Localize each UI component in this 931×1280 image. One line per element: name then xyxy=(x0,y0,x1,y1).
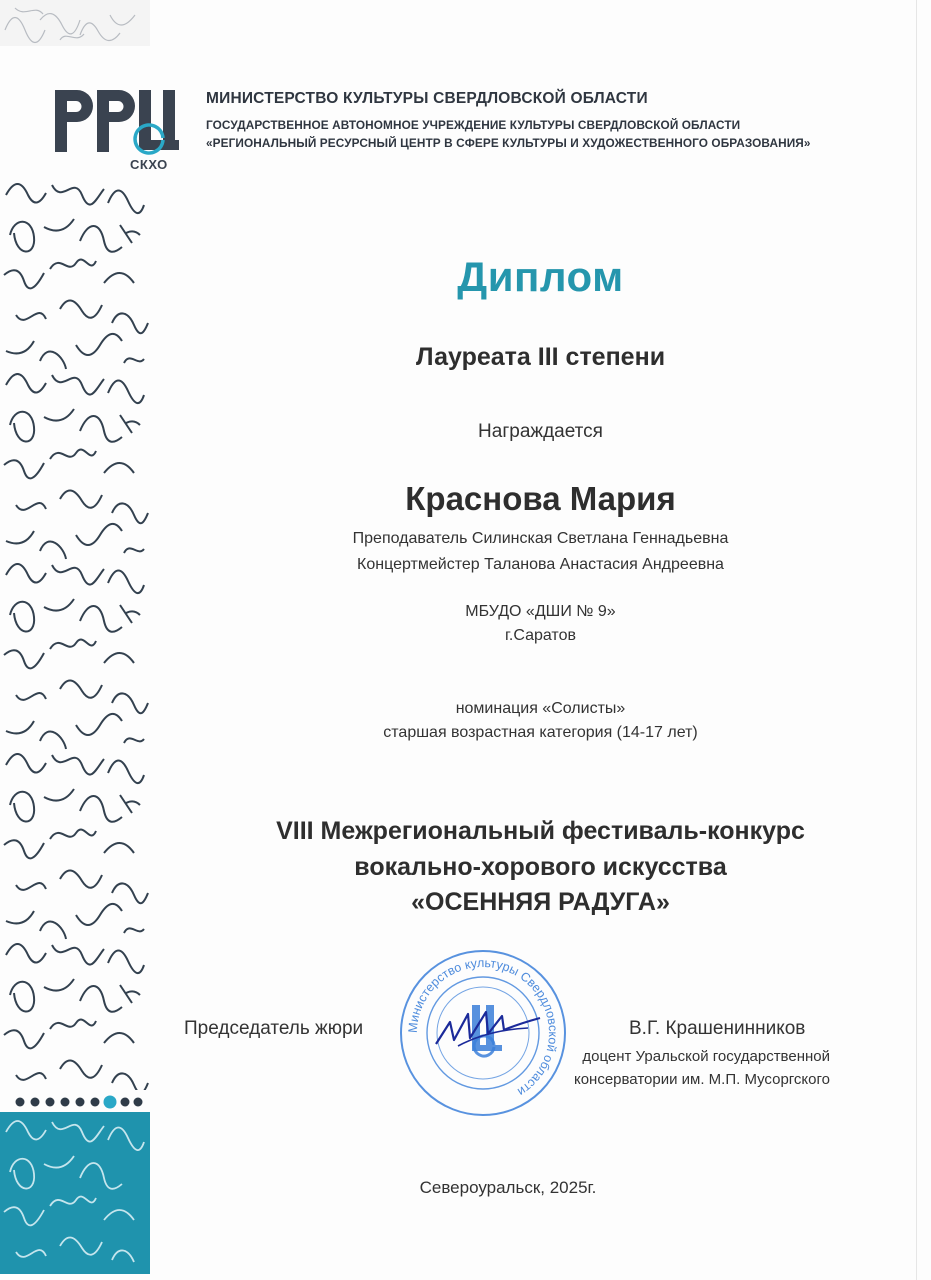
progress-dots xyxy=(14,1094,144,1110)
city-name: г.Саратов xyxy=(505,627,576,644)
place-and-date: Североуральск, 2025г. xyxy=(419,1178,597,1197)
age-category-line: старшая возрастная категория (14-17 лет) xyxy=(383,724,698,741)
jury-chair-title-2: консерватории им. М.П. Мусоргского xyxy=(573,1071,830,1088)
festival-name: «ОСЕННЯЯ РАДУГА» xyxy=(411,888,670,916)
laureate-degree: Лауреата III степени xyxy=(415,343,666,371)
jury-chair-label: Председатель жюри xyxy=(184,1018,364,1039)
jury-chair-title-1: доцент Уральской государственной xyxy=(582,1048,830,1065)
jury-chair-name: В.Г. Крашенинников xyxy=(629,1018,806,1039)
strip-top-pattern xyxy=(0,0,150,46)
script-pattern-gray xyxy=(0,175,150,1090)
script-pattern-teal xyxy=(0,1112,150,1274)
ministry-title: МИНИСТЕРСТВО КУЛЬТУРЫ СВЕРДЛОВСКОЙ ОБЛАСТИ xyxy=(206,90,648,107)
logo-subtitle: СКХО xyxy=(130,157,168,172)
nomination-line: номинация «Солисты» xyxy=(455,700,626,717)
accompanist-line: Концертмейстер Таланова Анастасия Андреевна xyxy=(357,556,724,573)
institution-line: ГОСУДАРСТВЕННОЕ АВТОНОМНОЕ УЧРЕЖДЕНИЕ КУЛЬТУРЫ СВЕРДЛОВСКОЙ ОБЛАСТИ xyxy=(206,118,741,132)
institution-name: «РЕГИОНАЛЬНЫЙ РЕСУРСНЫЙ ЦЕНТР В СФЕРЕ КУЛЬТУРЫ И ХУДОЖЕСТВЕННОГО ОБРАЗОВАНИЯ» xyxy=(206,136,811,150)
festival-line-1: VIII Межрегиональный фестиваль-конкурс xyxy=(276,817,805,845)
scan-edge xyxy=(916,0,917,1280)
teacher-line: Преподаватель Силинская Светлана Геннадьевна xyxy=(352,530,729,547)
school-name: МБУДО «ДШИ № 9» xyxy=(465,603,616,620)
stamp-ring-text: Министерство культуры Свердловской области xyxy=(405,955,561,1100)
awarded-label: Награждается xyxy=(478,421,603,442)
festival-line-2: вокально-хорового искусства xyxy=(354,853,727,881)
diploma-title: Диплом xyxy=(457,253,624,300)
recipient-name: Краснова Мария xyxy=(405,480,676,517)
handwritten-signature xyxy=(428,1000,548,1060)
decorative-strip xyxy=(0,0,150,1280)
